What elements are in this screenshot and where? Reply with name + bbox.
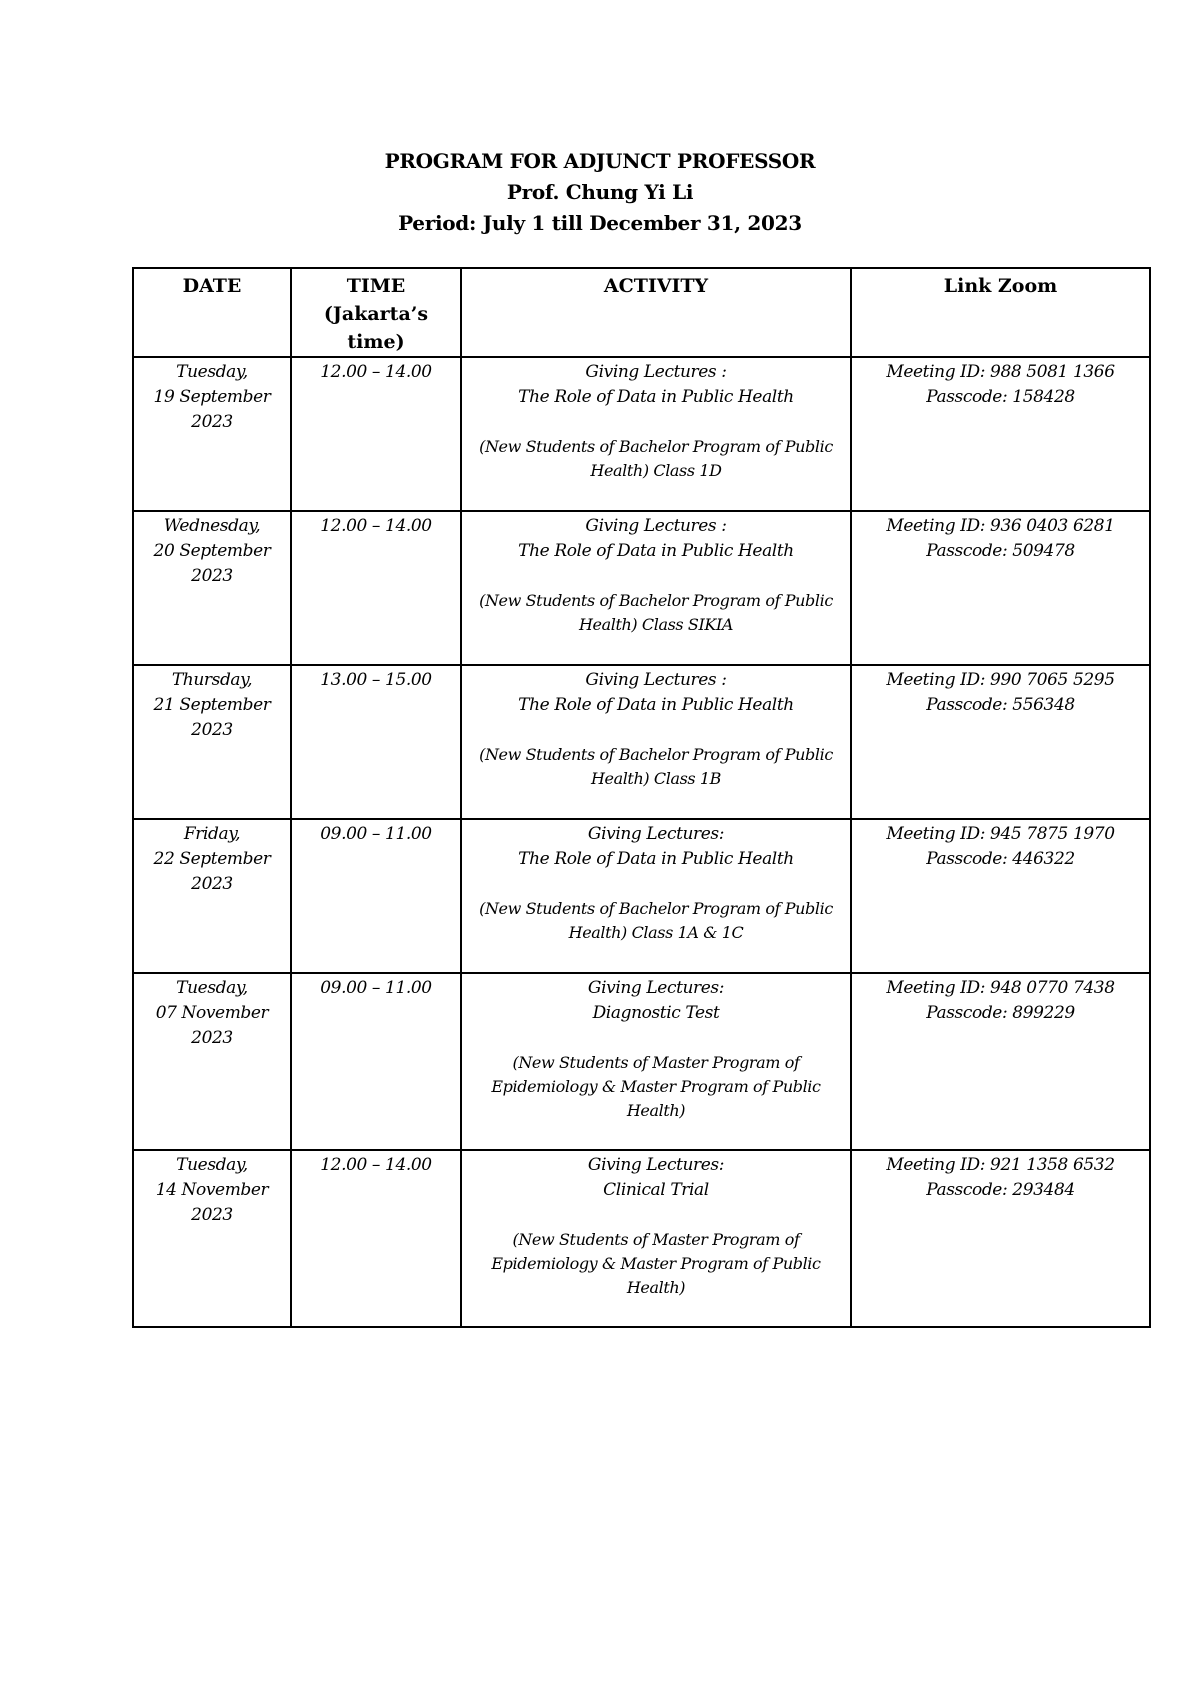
spacer [468, 1203, 844, 1228]
activity-title: Giving Lectures: [587, 824, 725, 844]
activity-topic: Diagnostic Test [592, 1003, 720, 1023]
activity-target: (New Students of Bachelor Program of Public Health) Class 1D [479, 437, 833, 480]
activity-cell [461, 819, 851, 973]
passcode: Passcode: 556348 [926, 695, 1075, 715]
activity-cell [461, 973, 851, 1150]
header-activity: ACTIVITY [461, 268, 851, 357]
time-cell [291, 357, 461, 511]
activity-title: Giving Lectures : [585, 516, 727, 536]
date-cell [133, 511, 291, 665]
spacer [468, 718, 844, 743]
table-header-row [133, 268, 1150, 357]
zoom-cell [851, 511, 1150, 665]
zoom-cell [851, 1150, 1150, 1327]
activity-target: (New Students of Bachelor Program of Public Health) Class 1A & 1C [479, 899, 833, 942]
schedule-body [133, 357, 1150, 1327]
day-text: Wednesday, [163, 516, 261, 536]
time-cell [291, 665, 461, 819]
zoom-cell [851, 819, 1150, 973]
date-text: 14 November 2023 [155, 1180, 269, 1225]
activity-target: (New Students of Bachelor Program of Public Health) Class SIKIA [479, 591, 833, 634]
passcode: Passcode: 158428 [926, 387, 1075, 407]
activity-cell [461, 511, 851, 665]
time-cell [291, 511, 461, 665]
date-cell [133, 819, 291, 973]
meeting-id: Meeting ID: 988 5081 1366 [886, 362, 1115, 382]
activity-title: Giving Lectures: [587, 1155, 725, 1175]
time-text: 09.00 – 11.00 [320, 978, 432, 998]
zoom-cell [851, 665, 1150, 819]
activity-cell [461, 357, 851, 511]
period-line: Period: July 1 till December 31, 2023 [398, 211, 802, 235]
document-title: PROGRAM FOR ADJUNCT PROFESSOR [384, 149, 816, 173]
date-cell [133, 973, 291, 1150]
activity-title: Giving Lectures : [585, 670, 727, 690]
meeting-id: Meeting ID: 990 7065 5295 [886, 670, 1115, 690]
header-link-zoom: Link Zoom [851, 268, 1150, 357]
time-text: 12.00 – 14.00 [320, 516, 432, 536]
table-row [133, 357, 1150, 511]
table-row [133, 819, 1150, 973]
activity-cell [461, 1150, 851, 1327]
activity-topic: Clinical Trial [603, 1180, 709, 1200]
spacer [468, 410, 844, 435]
day-text: Thursday, [171, 670, 253, 690]
time-text: 12.00 – 14.00 [320, 362, 432, 382]
activity-title: Giving Lectures : [585, 362, 727, 382]
zoom-cell [851, 357, 1150, 511]
time-cell [291, 1150, 461, 1327]
header-time: TIME (Jakarta’s time) [291, 268, 461, 357]
activity-topic: The Role of Data in Public Health [518, 387, 794, 407]
passcode: Passcode: 293484 [926, 1180, 1075, 1200]
time-text: 12.00 – 14.00 [320, 1155, 432, 1175]
activity-cell [461, 665, 851, 819]
spacer [468, 564, 844, 589]
meeting-id: Meeting ID: 948 0770 7438 [886, 978, 1115, 998]
professor-name: Prof. Chung Yi Li [506, 180, 694, 204]
activity-target: (New Students of Bachelor Program of Public Health) Class 1B [479, 745, 833, 788]
passcode: Passcode: 509478 [926, 541, 1075, 561]
meeting-id: Meeting ID: 921 1358 6532 [886, 1155, 1115, 1175]
header-date: DATE [133, 268, 291, 357]
day-text: Friday, [183, 824, 241, 844]
table-row [133, 511, 1150, 665]
activity-target: (New Students of Master Program of Epidemiology & Master Program of Public Health) [491, 1053, 821, 1120]
spacer [468, 1026, 844, 1051]
activity-title: Giving Lectures: [587, 978, 725, 998]
time-text: 13.00 – 15.00 [320, 670, 432, 690]
document-header [0, 146, 1200, 239]
activity-topic: The Role of Data in Public Health [518, 541, 794, 561]
activity-target: (New Students of Master Program of Epidemiology & Master Program of Public Health) [491, 1230, 821, 1297]
meeting-id: Meeting ID: 936 0403 6281 [886, 516, 1115, 536]
passcode: Passcode: 446322 [926, 849, 1075, 869]
schedule-table [132, 267, 1151, 1328]
date-cell [133, 1150, 291, 1327]
spacer [468, 872, 844, 897]
date-text: 07 November 2023 [155, 1003, 269, 1048]
time-cell [291, 973, 461, 1150]
table-row [133, 665, 1150, 819]
zoom-cell [851, 973, 1150, 1150]
meeting-id: Meeting ID: 945 7875 1970 [886, 824, 1115, 844]
day-text: Tuesday, [176, 978, 248, 998]
time-text: 09.00 – 11.00 [320, 824, 432, 844]
date-cell [133, 665, 291, 819]
time-cell [291, 819, 461, 973]
table-row [133, 1150, 1150, 1327]
date-text: 21 September 2023 [153, 695, 271, 740]
table-row [133, 973, 1150, 1150]
day-text: Tuesday, [176, 362, 248, 382]
activity-topic: The Role of Data in Public Health [518, 695, 794, 715]
date-text: 19 September 2023 [153, 387, 271, 432]
activity-topic: The Role of Data in Public Health [518, 849, 794, 869]
passcode: Passcode: 899229 [926, 1003, 1075, 1023]
date-cell [133, 357, 291, 511]
date-text: 22 September 2023 [153, 849, 271, 894]
day-text: Tuesday, [176, 1155, 248, 1175]
date-text: 20 September 2023 [153, 541, 271, 586]
